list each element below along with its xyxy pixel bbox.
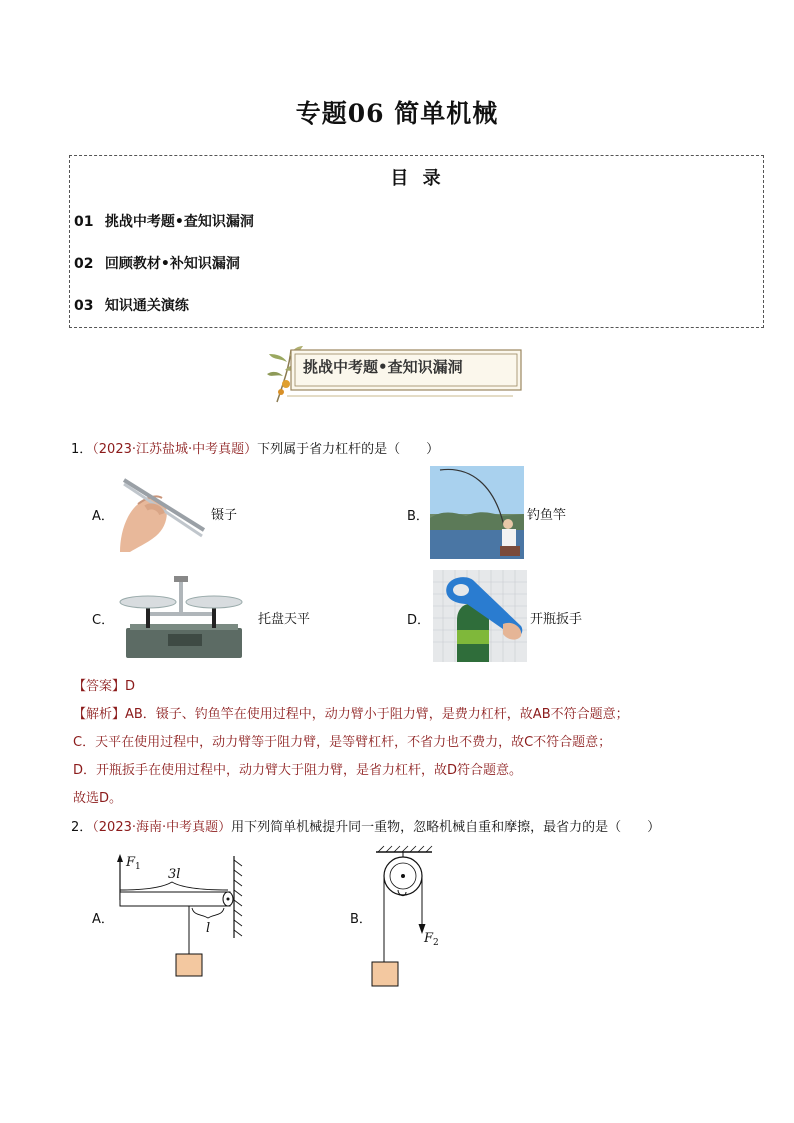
toc-item-number: 01 xyxy=(74,214,94,230)
option-d-label: 开瓶扳手 xyxy=(530,612,583,627)
analysis-line: C．天平在使用过程中，动力臂等于阻力臂，是等臂杠杆，不省力也不费力，故C不符合题意； xyxy=(73,735,612,750)
question-source: （2023·海南·中考真题） xyxy=(92,820,232,835)
toc-heading: 目 录 xyxy=(390,168,445,189)
toc-item-3[interactable] xyxy=(74,295,189,315)
question-text: 用下列简单机械提升同一重物，忽略机械自重和摩擦，最省力的是（ ） xyxy=(231,820,661,835)
option-b-letter: B． xyxy=(407,509,429,524)
force-label: $F_2$ xyxy=(424,931,439,948)
option-a-letter: A． xyxy=(92,912,114,927)
question-source: （2023·江苏盐城·中考真题） xyxy=(92,442,258,457)
toc-item-label: 回顾教材•补知识漏洞 xyxy=(104,256,240,272)
question-2-stem xyxy=(71,816,660,835)
option-c-label: 托盘天平 xyxy=(258,612,311,627)
option-a-letter: A． xyxy=(92,509,114,524)
option-c-letter: C． xyxy=(92,613,115,628)
toc-item-1[interactable] xyxy=(74,211,254,231)
balance-scale-image xyxy=(116,574,244,660)
analysis-line: 【解析】AB．镊子、钓鱼竿在使用过程中，动力臂小于阻力臂，是费力杠杆，故AB不符合题意； xyxy=(73,707,629,722)
pulley-diagram xyxy=(370,842,450,992)
table-of-contents xyxy=(69,155,764,328)
question-number: 1． xyxy=(71,442,93,457)
question-number: 2． xyxy=(71,820,93,835)
long-arm-label: 3l xyxy=(168,867,181,882)
bottle-opener-image xyxy=(433,570,527,662)
option-b-letter: B． xyxy=(350,912,372,927)
force-label: $F_1$ xyxy=(126,855,141,872)
toc-item-label: 知识通关演练 xyxy=(104,298,189,314)
toc-item-label: 挑战中考题•查知识漏洞 xyxy=(104,214,254,230)
question-1-stem xyxy=(71,438,439,457)
option-b-label: 钓鱼竿 xyxy=(527,508,567,523)
page-title: 专题06 简单机械 xyxy=(295,99,499,128)
tweezers-image xyxy=(116,474,208,552)
short-arm-label: l xyxy=(206,921,211,936)
toc-item-number: 03 xyxy=(74,298,94,314)
answer-text: 【答案】D xyxy=(73,679,136,694)
analysis-conclusion: 故选D。 xyxy=(73,791,123,806)
section-banner-label: 挑战中考题•查知识漏洞 xyxy=(303,358,463,376)
option-a-label: 镊子 xyxy=(211,508,238,523)
question-text: 下列属于省力杠杆的是（ ） xyxy=(257,442,440,457)
fishing-rod-image xyxy=(430,466,524,559)
analysis-line: D．开瓶扳手在使用过程中，动力臂大于阻力臂，是省力杠杆，故D符合题意。 xyxy=(73,763,523,778)
lever-diagram xyxy=(112,846,252,980)
toc-item-number: 02 xyxy=(74,256,94,272)
option-d-letter: D． xyxy=(407,613,431,628)
toc-item-2[interactable] xyxy=(74,253,240,273)
